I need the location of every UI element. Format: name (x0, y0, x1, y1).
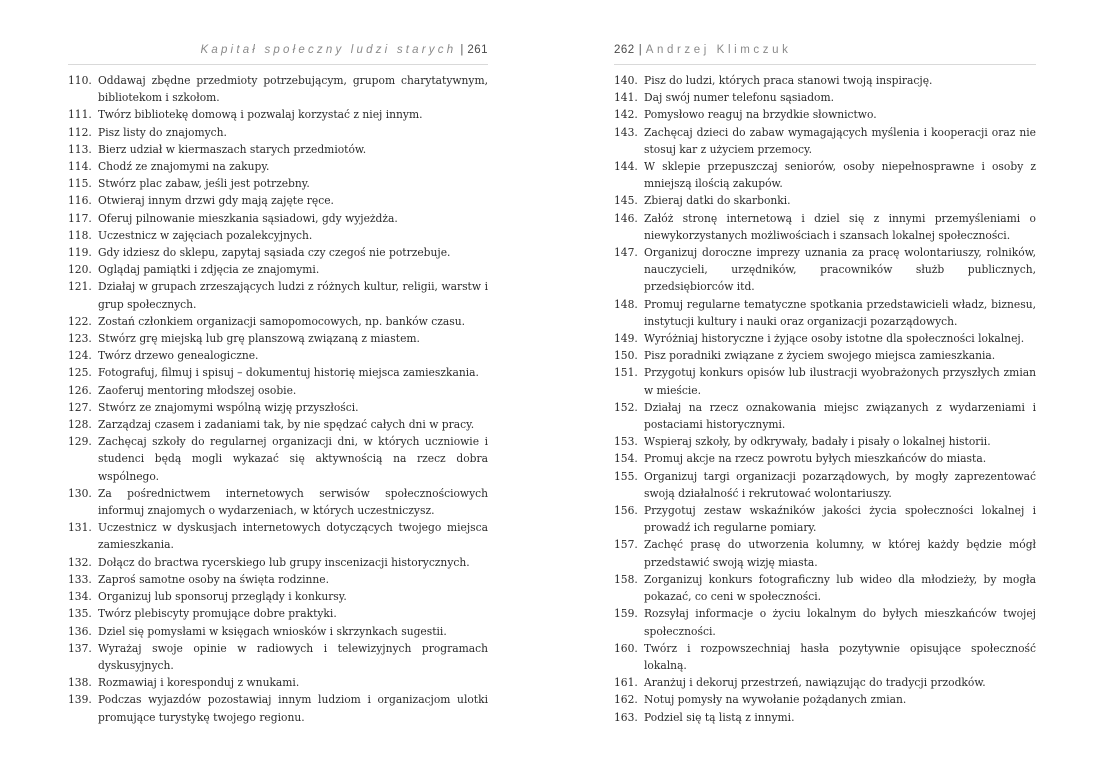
list-item-text: Notuj pomysły na wywołanie pożądanych zmian. (644, 693, 907, 707)
list-item (614, 106, 1036, 123)
list-item-text: Zachęć prasę do utworzenia kolumny, w której każdy będzie mógł przedstawić swoją wizję miasta. (644, 538, 1036, 569)
list-item (68, 571, 488, 588)
list-item-text: Aranżuj i dekoruj przestrzeń, nawiązując do tradycji przodków. (644, 676, 986, 690)
list-item-text: Twórz bibliotekę domową i pozwalaj korzystać z niej innym. (98, 108, 423, 122)
list-item (68, 192, 488, 209)
list-item-text: Wyróżniaj historyczne i żyjące osoby istotne dla społeczności lokalnej. (644, 332, 1025, 346)
list-item-number: 142. (614, 108, 638, 122)
list-item (614, 536, 1036, 570)
list-item (614, 605, 1036, 639)
list-item-number: 153. (614, 435, 638, 449)
list-item (68, 347, 488, 364)
list-item-text: Podziel się tą listą z innymi. (644, 710, 795, 724)
list-item (68, 278, 488, 312)
list-item-number: 159. (614, 607, 638, 621)
list-item-number: 147. (614, 246, 638, 260)
list-item (68, 72, 488, 106)
list-item-number: 140. (614, 74, 638, 87)
list-item-number: 133. (68, 572, 92, 586)
list-item-text: Stwórz plac zabaw, jeśli jest potrzebny. (98, 177, 310, 191)
list-item-number: 112. (68, 125, 92, 139)
list-item-number: 120. (68, 263, 92, 277)
list-item (614, 210, 1036, 244)
list-item-text: Pisz listy do znajomych. (98, 125, 227, 139)
list-item-number: 118. (68, 228, 92, 242)
list-item (68, 485, 488, 519)
running-head-title: Kapitał społeczny ludzi starych (200, 44, 457, 56)
list-item (68, 519, 488, 553)
list-item (614, 364, 1036, 398)
list-item-text: Fotografuj, filmuj i spisuj – dokumentuj historię miejsca zamieszkania. (98, 366, 479, 380)
list-item (68, 554, 488, 571)
list-item-text: Załóż stronę internetową i dziel się z innymi przemyśleniami o niewykorzystanych możliwościach i szansach lokalnej społeczności. (644, 211, 1036, 242)
list-item-number: 130. (68, 486, 92, 500)
list-item (68, 330, 488, 347)
list-item-text: Pisz do ludzi, których praca stanowi twoją inspirację. (644, 74, 933, 87)
list-item-number: 135. (68, 607, 92, 621)
list-item-text: Wyrażaj swoje opinie w radiowych i telewizyjnych programach dyskusyjnych. (98, 641, 488, 672)
list-item-number: 138. (68, 676, 92, 690)
list-item (614, 399, 1036, 433)
list-item-number: 148. (614, 297, 638, 311)
list-item (68, 605, 488, 622)
list-item-number: 116. (68, 194, 92, 208)
list-item (68, 210, 488, 227)
list-item-number: 121. (68, 280, 92, 294)
list-item-number: 114. (68, 160, 92, 174)
list-item-text: Uczestnicz w zajęciach pozalekcyjnych. (98, 228, 313, 242)
list-item (68, 313, 488, 330)
list-item (68, 382, 488, 399)
list-item-number: 127. (68, 400, 92, 414)
list-item (614, 468, 1036, 502)
list-item-text: Zostań członkiem organizacji samopomocowych, np. banków czasu. (98, 314, 465, 328)
list-item (614, 709, 1036, 726)
list-item (614, 433, 1036, 450)
list-item (614, 450, 1036, 467)
list-item (68, 433, 488, 485)
list-item (68, 106, 488, 123)
list-item (68, 399, 488, 416)
list-item-text: Chodź ze znajomymi na zakupy. (98, 160, 270, 174)
list-item-text: Zorganizuj konkurs fotograficzny lub wideo dla młodzieży, by mogła pokazać, co ceni w społeczności. (644, 572, 1036, 604)
list-item-text: Zachęcaj szkoły do regularnej organizacji dni, w których uczniowie i studenci będą mogli wykazać się aktywnością na rzecz dobra wspólnego. (98, 435, 488, 483)
list-item-text: Podczas wyjazdów pozostawiaj innym ludziom i organizacjom ulotki promujące turystykę twojego regionu. (98, 693, 488, 724)
list-item-text: Organizuj lub sponsoruj przeglądy i konkursy. (98, 590, 347, 604)
list-item-text: Wspieraj szkoły, by odkrywały, badały i pisały o lokalnej historii. (644, 435, 991, 449)
list-item-text: Zbieraj datki do skarbonki. (644, 194, 791, 208)
list-item-text: Bierz udział w kiermaszach starych przedmiotów. (98, 142, 367, 156)
running-head-separator: | (638, 44, 642, 56)
list-item (614, 640, 1036, 674)
list-item-number: 123. (68, 332, 92, 346)
list-item-text: Za pośrednictwem internetowych serwisów społecznościowych informuj znajomych o wydarzeniach, w których uczestniczysz. (98, 486, 488, 518)
list-item-text: Oddawaj zbędne przedmioty potrzebującym, grupom charytatywnym, bibliotekom i szkołom. (98, 74, 488, 105)
list-item-number: 128. (68, 418, 92, 432)
list-item-number: 143. (614, 125, 638, 139)
list-item-number: 155. (614, 469, 638, 483)
list-item (614, 502, 1036, 536)
list-item (68, 261, 488, 278)
list-item-text: Promuj regularne tematyczne spotkania przedstawicieli władz, biznesu, instytucji kultury i nauki oraz organizacji pozarządowych. (644, 297, 1036, 328)
list-item-number: 119. (68, 246, 92, 260)
list-item-text: Stwórz ze znajomymi wspólną wizję przyszłości. (98, 400, 359, 414)
list-item-number: 160. (614, 641, 638, 655)
page-number: 262 (614, 44, 635, 56)
list-item-number: 113. (68, 142, 92, 156)
list-item (614, 158, 1036, 192)
list-item-number: 125. (68, 366, 92, 380)
list-item (68, 175, 488, 192)
list-item-number: 115. (68, 177, 92, 191)
numbered-list-right (614, 72, 1036, 726)
list-item-text: Organizuj targi organizacji pozarządowych, by mogły zaprezentować swoją działalność i rekrutować wolontariuszy. (644, 469, 1036, 500)
list-item-number: 144. (614, 160, 638, 174)
list-item-number: 122. (68, 314, 92, 328)
list-item (614, 674, 1036, 691)
list-item-text: Twórz plebiscyty promujące dobre praktyki. (98, 607, 337, 621)
list-item-number: 152. (614, 400, 638, 414)
list-item-number: 162. (614, 693, 638, 707)
list-item (614, 89, 1036, 106)
list-item (68, 227, 488, 244)
list-item (68, 640, 488, 674)
list-item-number: 110. (68, 74, 92, 87)
list-item-number: 163. (614, 710, 638, 724)
list-item-number: 141. (614, 91, 638, 105)
list-item (614, 330, 1036, 347)
running-head-author: Andrzej Klimczuk (645, 44, 792, 56)
list-item-number: 145. (614, 194, 638, 208)
running-head-left (68, 44, 488, 65)
list-item-number: 154. (614, 452, 638, 466)
list-item-text: Gdy idziesz do sklepu, zapytaj sąsiada czy czegoś nie potrzebuje. (98, 246, 451, 260)
list-item-number: 150. (614, 349, 638, 363)
list-item-text: Oferuj pilnowanie mieszkania sąsiadowi, gdy wyjeżdża. (98, 211, 398, 225)
list-item-text: Zarządzaj czasem i zadaniami tak, by nie spędzać całych dni w pracy. (98, 418, 475, 432)
list-item-text: Zaproś samotne osoby na święta rodzinne. (98, 572, 330, 586)
list-item-number: 161. (614, 676, 638, 690)
list-item-number: 151. (614, 366, 638, 380)
list-item-text: Pomysłowo reaguj na brzydkie słownictwo. (644, 108, 877, 122)
list-item-text: Promuj akcje na rzecz powrotu byłych mieszkańców do miasta. (644, 452, 987, 466)
list-item-text: Twórz drzewo genealogiczne. (98, 349, 259, 363)
list-item-number: 158. (614, 572, 638, 586)
list-item (614, 72, 1036, 89)
list-item-number: 156. (614, 504, 638, 518)
list-item-number: 124. (68, 349, 92, 363)
list-item (614, 124, 1036, 158)
list-item-text: Przygotuj zestaw wskaźników jakości życia społeczności lokalnej i prowadź ich regularne pomiary. (644, 504, 1036, 535)
list-item-text: Przygotuj konkurs opisów lub ilustracji wyobrażonych przyszłych zmian w mieście. (644, 366, 1036, 397)
list-item-text: Rozsyłaj informacje o życiu lokalnym do byłych mieszkańców twojej społeczności. (644, 607, 1036, 638)
list-item-text: Rozmawiaj i koresponduj z wnukami. (98, 676, 300, 690)
list-item (68, 124, 488, 141)
list-item-text: Uczestnicz w dyskusjach internetowych dotyczących twojego miejsca zamieszkania. (98, 521, 488, 552)
list-item (68, 674, 488, 691)
list-item-text: Organizuj doroczne imprezy uznania za pracę wolontariuszy, rolników, nauczycieli, urzędników, pracowników służb publicznych, przedsiębiorców itd. (644, 246, 1036, 294)
list-item-text: Twórz i rozpowszechniaj hasła pozytywnie opisujące społeczność lokalną. (644, 641, 1036, 672)
list-item-text: Pisz poradniki związane z życiem swojego miejsca zamieszkania. (644, 349, 996, 363)
list-item (68, 623, 488, 640)
list-item (68, 416, 488, 433)
list-item-number: 126. (68, 383, 92, 397)
list-item-number: 137. (68, 641, 92, 655)
list-item (614, 296, 1036, 330)
list-item (614, 244, 1036, 296)
list-item-text: Zaoferuj mentoring młodszej osobie. (98, 383, 297, 397)
list-item-number: 149. (614, 332, 638, 346)
list-item-text: Dołącz do bractwa rycerskiego lub grupy inscenizacji historycznych. (98, 555, 470, 569)
list-item-text: Działaj w grupach zrzeszających ludzi z różnych kultur, religii, warstw i grup społecznych. (98, 280, 488, 311)
list-item (68, 244, 488, 261)
list-item-number: 139. (68, 693, 92, 707)
right-page (614, 0, 1036, 778)
list-item (68, 158, 488, 175)
page-number: 261 (467, 44, 488, 56)
list-item-number: 131. (68, 521, 92, 535)
list-item (68, 141, 488, 158)
list-item-number: 134. (68, 590, 92, 604)
list-item-text: Stwórz grę miejską lub grę planszową związaną z miastem. (98, 332, 420, 346)
list-item (68, 691, 488, 725)
list-item-number: 146. (614, 211, 638, 225)
list-item (68, 364, 488, 381)
list-item-number: 132. (68, 555, 92, 569)
list-item (614, 192, 1036, 209)
list-item-number: 111. (68, 108, 92, 122)
list-item-text: Dziel się pomysłami w księgach wniosków i skrzynkach sugestii. (98, 624, 447, 638)
list-item-number: 117. (68, 211, 92, 225)
list-item-text: Oglądaj pamiątki i zdjęcia ze znajomymi. (98, 263, 320, 277)
running-head-separator: | (460, 44, 464, 56)
list-item (68, 588, 488, 605)
list-item-text: Działaj na rzecz oznakowania miejsc związanych z wydarzeniami i postaciami historycznymi. (644, 400, 1036, 432)
list-item-number: 129. (68, 435, 92, 449)
list-item-number: 157. (614, 538, 638, 552)
list-item-text: W sklepie przepuszczaj seniorów, osoby niepełnosprawne i osoby z mniejszą ilością zakupów. (644, 160, 1036, 191)
running-head-right (614, 44, 1036, 65)
list-item (614, 571, 1036, 605)
list-item (614, 347, 1036, 364)
list-item (614, 691, 1036, 708)
numbered-list-left (68, 72, 488, 726)
list-item-text: Zachęcaj dzieci do zabaw wymagających myślenia i kooperacji oraz nie stosuj kar z użyciem przemocy. (644, 125, 1036, 156)
list-item-text: Otwieraj innym drzwi gdy mają zajęte ręce. (98, 194, 334, 208)
list-item-number: 136. (68, 624, 92, 638)
left-page (68, 0, 488, 778)
list-item-text: Daj swój numer telefonu sąsiadom. (644, 91, 835, 105)
